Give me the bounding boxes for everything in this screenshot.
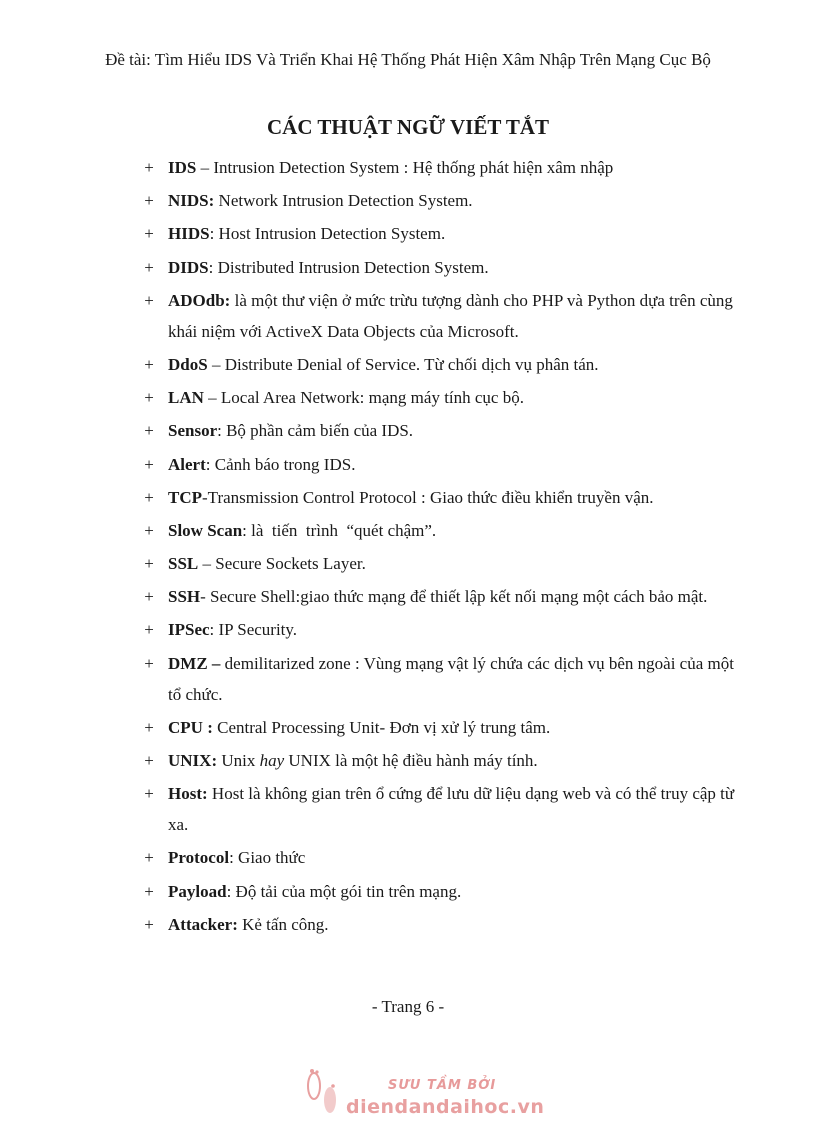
watermark: [300, 1068, 560, 1120]
term: IDS: [168, 158, 197, 177]
list-item: [142, 712, 742, 743]
bullet: +: [144, 454, 154, 474]
definition: – Intrusion Detection System : Hệ thống phát hiện xâm nhập: [196, 158, 614, 177]
definition: : Cảnh báo trong IDS.: [205, 454, 356, 474]
definition: demilitarized zone : Vùng mạng vật lý chứa các dịch vụ bên ngoài của một tổ chức.: [168, 653, 734, 704]
list-item: [142, 548, 742, 579]
list-item: [142, 648, 742, 710]
definition: – Distribute Denial of Service. Từ chối dịch vụ phân tán.: [207, 354, 599, 374]
list-item: [142, 285, 742, 347]
definition-italic: hay: [259, 751, 285, 770]
term: Host:: [168, 784, 208, 804]
definition: – Local Area Network: mạng máy tính cục bộ.: [203, 388, 524, 408]
list-item: [142, 382, 742, 413]
term: DIDS: [168, 257, 209, 277]
watermark-tagline: SƯU TẦM BỞI: [388, 1078, 497, 1093]
list-item: [142, 482, 742, 513]
term: Alert: [168, 454, 206, 474]
bullet: +: [144, 881, 154, 901]
list-item: [142, 515, 742, 546]
term: CPU :: [168, 717, 213, 737]
definition: Network Intrusion Detection System.: [214, 191, 473, 211]
bullet: +: [144, 290, 154, 310]
abbreviation-list: [142, 152, 742, 942]
page-number: - Trang 6 -: [371, 997, 445, 1016]
bullet: +: [144, 224, 154, 244]
term: IPSec: [168, 620, 210, 640]
definition: : là tiến trình “quét chậm”.: [242, 520, 437, 540]
page-title: CÁC THUẬT NGỮ VIẾT TẮT: [266, 115, 550, 139]
term: TCP: [168, 487, 202, 507]
list-item: [142, 745, 742, 776]
term: SSH: [168, 587, 201, 607]
definition: : Distributed Intrusion Detection System.: [208, 257, 489, 277]
list-item: [142, 415, 742, 446]
definition: – Secure Sockets Layer.: [198, 554, 366, 574]
term: Attacker:: [168, 914, 238, 934]
term: DdoS: [168, 354, 208, 374]
bullet: +: [144, 354, 154, 374]
term: Protocol: [168, 848, 230, 868]
term: Slow Scan: [168, 520, 243, 540]
term: Payload: [168, 881, 227, 901]
list-item: [142, 218, 742, 249]
list-item: [142, 349, 742, 380]
definition: : Bộ phần cảm biến của IDS.: [217, 421, 414, 441]
list-item: [142, 842, 742, 873]
list-item: [142, 876, 742, 907]
bullet: +: [144, 191, 154, 211]
bullet: +: [144, 257, 154, 277]
list-item: [142, 449, 742, 480]
definition: Central Processing Unit- Đơn vị xử lý trung tâm.: [212, 717, 551, 737]
definition: là một thư viện ở mức trừu tượng dành cho PHP và Python dựa trên cùng khái niệm với ActiveX Data Objects của Microsoft.: [168, 290, 733, 341]
list-item: [142, 185, 742, 216]
bullet: +: [144, 587, 154, 607]
definition: - Secure Shell:giao thức mạng để thiết lập kết nối mạng một cách bảo mật.: [200, 587, 708, 607]
definition: : Host Intrusion Detection System.: [209, 224, 446, 244]
bullet: +: [144, 158, 154, 177]
term: ADOdb:: [168, 290, 231, 310]
definition: Host là không gian trên ổ cứng để lưu dữ liệu dạng web và có thể truy cập từ xa.: [168, 784, 735, 835]
bullet: +: [144, 914, 154, 934]
definition-rest: UNIX là một hệ điều hành máy tính.: [284, 751, 538, 770]
list-item: [142, 581, 742, 612]
bullet: +: [144, 520, 154, 540]
definition: Unix: [217, 751, 260, 770]
definition: Kẻ tấn công.: [237, 914, 329, 934]
bullet: +: [144, 388, 154, 408]
definition: : Giao thức: [229, 848, 306, 868]
bullet: +: [144, 717, 154, 737]
term: HIDS: [168, 224, 210, 244]
list-item: [142, 909, 742, 940]
list-item: [142, 614, 742, 645]
watermark-site: diendandaihoc.vn: [346, 1096, 545, 1118]
definition: -Transmission Control Protocol : Giao thức điều khiển truyền vận.: [202, 487, 654, 507]
bullet: +: [144, 848, 154, 868]
bullet: +: [144, 751, 154, 770]
list-item: [142, 152, 742, 183]
definition: : IP Security.: [209, 620, 298, 640]
term: SSL: [168, 554, 199, 574]
term: DMZ –: [168, 653, 221, 673]
term: UNIX:: [168, 751, 218, 770]
footprints-icon: [300, 1068, 344, 1120]
list-item: [142, 252, 742, 283]
term: LAN: [168, 388, 204, 408]
bullet: +: [144, 620, 154, 640]
bullet: +: [144, 421, 154, 441]
bullet: +: [144, 653, 154, 673]
page-header: Đề tài: Tìm Hiểu IDS Và Triển Khai Hệ Thống Phát Hiện Xâm Nhập Trên Mạng Cục Bộ: [105, 50, 711, 69]
term: NIDS:: [168, 191, 215, 211]
definition: : Độ tải của một gói tin trên mạng.: [226, 881, 462, 901]
term: Sensor: [168, 421, 218, 441]
bullet: +: [144, 487, 154, 507]
list-item: [142, 778, 742, 840]
bullet: +: [144, 554, 154, 574]
bullet: +: [144, 784, 154, 804]
